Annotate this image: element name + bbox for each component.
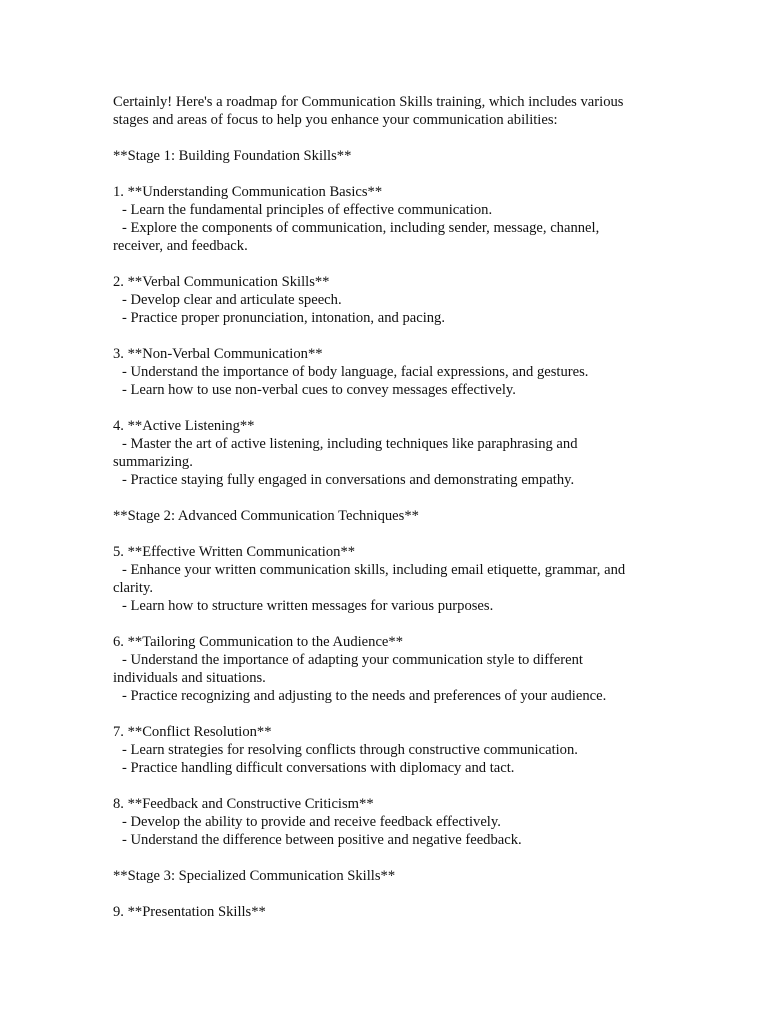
bullet-continuation: receiver, and feedback.: [113, 238, 248, 254]
item-title: 2. **Verbal Communication Skills**: [113, 274, 330, 290]
document-page: [113, 93, 653, 921]
bullet-line: - Practice recognizing and adjusting to the needs and preferences of your audience.: [122, 688, 607, 704]
bullet-line: - Learn how to use non-verbal cues to convey messages effectively.: [122, 382, 516, 398]
bullet-continuation: clarity.: [113, 580, 153, 596]
list-item: [113, 417, 653, 489]
bullet-line: - Understand the difference between positive and negative feedback.: [122, 832, 522, 848]
bullet-line: - Learn how to structure written messages for various purposes.: [122, 598, 494, 614]
item-title: 8. **Feedback and Constructive Criticism**: [113, 796, 374, 812]
bullet-line: - Enhance your written communication skills, including email etiquette, grammar, and: [122, 562, 626, 578]
intro-paragraph: [113, 93, 653, 129]
intro-line: stages and areas of focus to help you enhance your communication abilities:: [113, 112, 558, 128]
bullet-line: - Understand the importance of body language, facial expressions, and gestures.: [122, 364, 589, 380]
item-title: 7. **Conflict Resolution**: [113, 724, 272, 740]
bullet-line: - Master the art of active listening, including techniques like paraphrasing and: [122, 436, 578, 452]
list-item: [113, 183, 653, 255]
list-item: [113, 633, 653, 705]
item-title: 1. **Understanding Communication Basics**: [113, 184, 383, 200]
bullet-continuation: individuals and situations.: [113, 670, 266, 686]
list-item: [113, 543, 653, 615]
bullet-line: - Practice staying fully engaged in conversations and demonstrating empathy.: [122, 472, 575, 488]
item-title: 6. **Tailoring Communication to the Audience**: [113, 634, 403, 650]
item-title: 9. **Presentation Skills**: [113, 904, 266, 920]
list-item: [113, 903, 653, 921]
stage-heading: **Stage 3: Specialized Communication Skills**: [113, 868, 396, 884]
bullet-line: - Explore the components of communication, including sender, message, channel,: [122, 220, 600, 236]
list-item: [113, 723, 653, 777]
bullet-line: - Learn strategies for resolving conflicts through constructive communication.: [122, 742, 578, 758]
list-item: [113, 273, 653, 327]
bullet-line: - Understand the importance of adapting your communication style to different: [122, 652, 583, 668]
bullet-line: - Develop the ability to provide and receive feedback effectively.: [122, 814, 501, 830]
bullet-line: - Practice proper pronunciation, intonation, and pacing.: [122, 310, 445, 326]
bullet-line: - Learn the fundamental principles of effective communication.: [122, 202, 493, 218]
item-title: 4. **Active Listening**: [113, 418, 255, 434]
stage-heading: **Stage 2: Advanced Communication Techniques**: [113, 508, 419, 524]
item-title: 5. **Effective Written Communication**: [113, 544, 356, 560]
list-item: [113, 795, 653, 849]
item-title: 3. **Non-Verbal Communication**: [113, 346, 323, 362]
bullet-continuation: summarizing.: [113, 454, 193, 470]
intro-line: Certainly! Here's a roadmap for Communication Skills training, which includes various: [113, 94, 624, 110]
stage-heading: **Stage 1: Building Foundation Skills**: [113, 148, 352, 164]
bullet-line: - Develop clear and articulate speech.: [122, 292, 342, 308]
bullet-line: - Practice handling difficult conversations with diplomacy and tact.: [122, 760, 515, 776]
list-item: [113, 345, 653, 399]
